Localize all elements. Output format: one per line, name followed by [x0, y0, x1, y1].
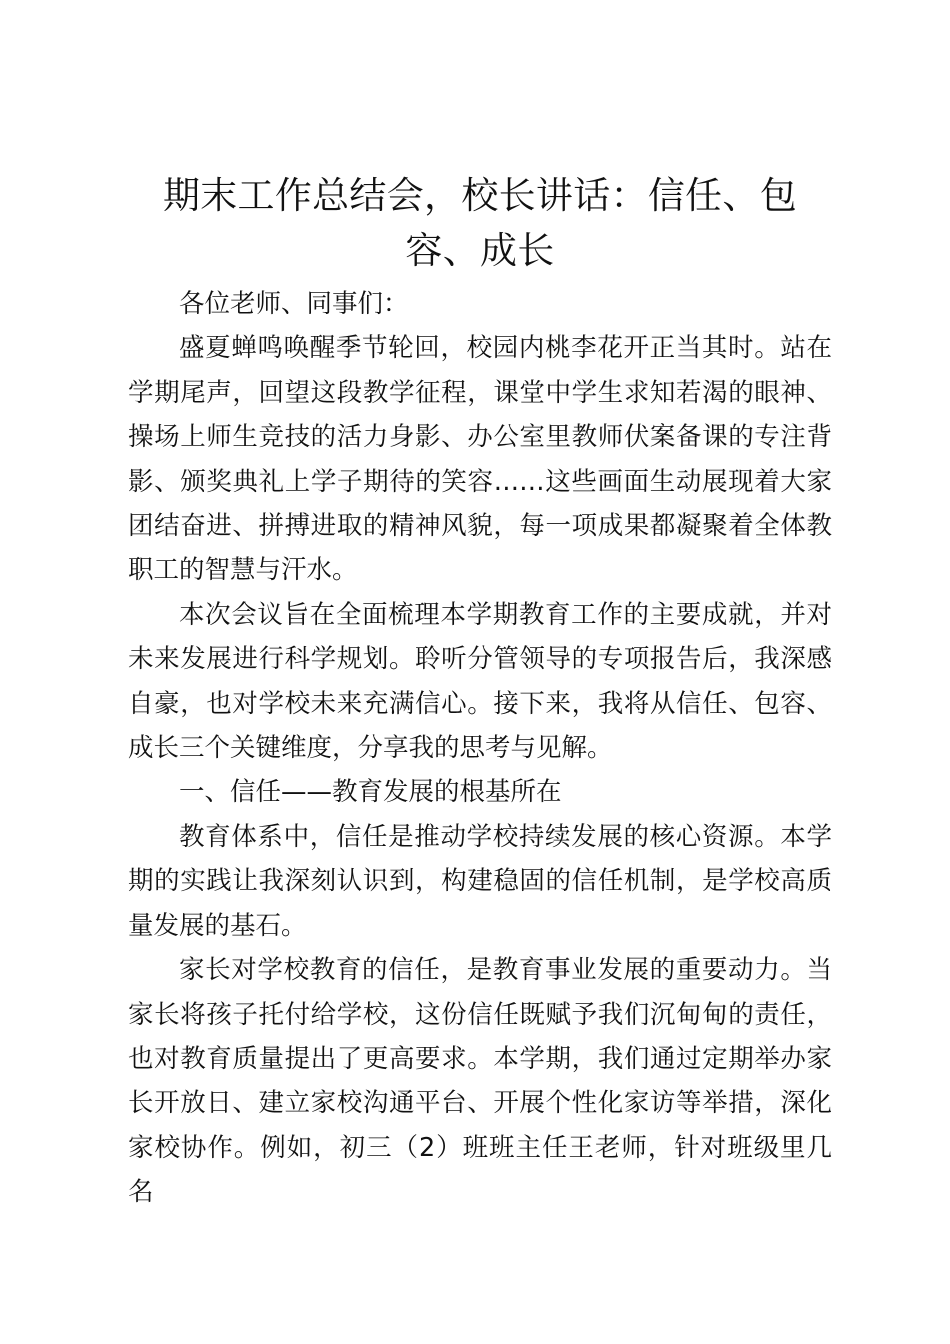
document-body [128, 168, 832, 1215]
salutation: 各位老师、同事们： [179, 289, 409, 319]
paragraph-opening: 盛夏蝉鸣唤醒季节轮回，校园内桃李花开正当其时。站在学期尾声，回望这段教学征程，课堂中学生求知若渴的眼神、操场上师生竞技的活力身影、办公室里教师伏案备课的专注背影、颁奖典礼上学子期待的笑容……这些画面生动展现着大家团结奋进、拼搏进取的精神风貌，每一项成果都凝聚着全体教职工的智慧与汗水。 [128, 333, 832, 586]
paragraph-meeting-purpose: 本次会议旨在全面梳理本学期教育工作的主要成就，并对未来发展进行科学规划。聆听分管领导的专项报告后，我深感自豪，也对学校未来充满信心。接下来，我将从信任、包容、成长三个关键维度，分享我的思考与见解。 [128, 599, 832, 764]
paragraph-trust-core: 教育体系中，信任是推动学校持续发展的核心资源。本学期的实践让我深刻认识到，构建稳固的信任机制，是学校高质量发展的基石。 [128, 821, 832, 941]
document-title: 期末工作总结会，校长讲话：信任、包容、成长 [162, 174, 798, 272]
paragraph-parent-trust: 家长对学校教育的信任，是教育事业发展的重要动力。当家长将孩子托付给学校，这份信任既赋予我们沉甸甸的责任，也对教育质量提出了更高要求。本学期，我们通过定期举办家长开放日、建立家校沟通平台、开展个性化家访等举措，深化家校协作。例如，初三（2）班班主任王老师，针对班级里几名 [128, 955, 832, 1208]
section-heading-trust: 一、信任——教育发展的根基所在 [179, 777, 562, 808]
